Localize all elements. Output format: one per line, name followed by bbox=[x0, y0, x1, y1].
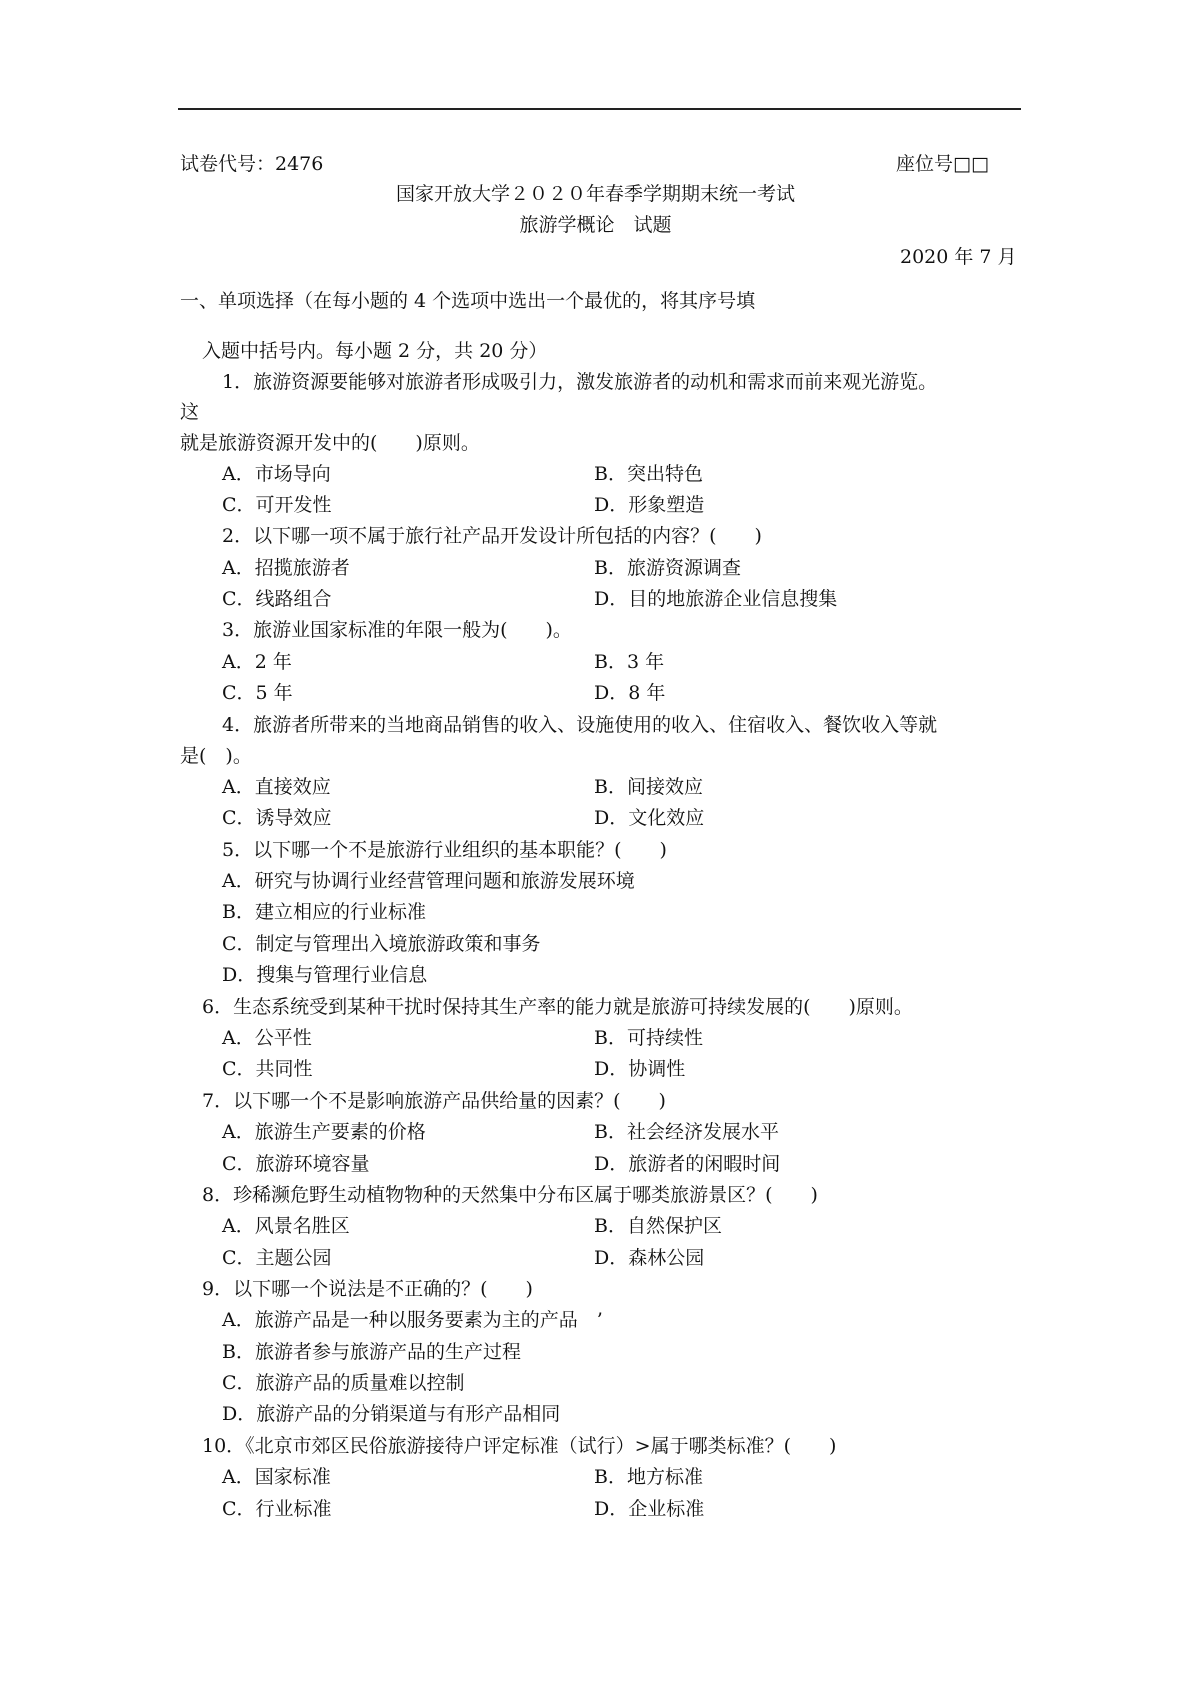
option-d: D．8 年 bbox=[594, 682, 666, 704]
option-a: A．风景名胜区 bbox=[222, 1215, 350, 1237]
option-d: D．旅游产品的分销渠道与有形产品相同 bbox=[222, 1403, 561, 1425]
option-c: C．主题公园 bbox=[222, 1247, 332, 1269]
option-b: B．社会经济发展水平 bbox=[594, 1121, 779, 1143]
section-heading: 一、单项选择（在每小题的 4 个选项中选出一个最优的，将其序号填 bbox=[180, 290, 756, 312]
option-b: B．可持续性 bbox=[594, 1027, 703, 1049]
option-b: B．旅游者参与旅游产品的生产过程 bbox=[222, 1341, 521, 1363]
option-b: B．突出特色 bbox=[594, 463, 703, 485]
question-stem: 2．以下哪一项不属于旅行社产品开发设计所包括的内容？( ) bbox=[222, 525, 762, 547]
exam-title: 国家开放大学２０２０年春季学期期末统一考试 bbox=[395, 183, 795, 205]
question-stem: 10．《北京市郊区民俗旅游接待户评定标准（试行）>属于哪类标准？( ) bbox=[202, 1435, 837, 1457]
option-a: A．招揽旅游者 bbox=[222, 557, 350, 579]
option-b: B．地方标准 bbox=[594, 1466, 703, 1488]
option-a: A．研究与协调行业经营管理问题和旅游发展环境 bbox=[222, 870, 635, 892]
option-a: A．旅游生产要素的价格 bbox=[222, 1121, 426, 1143]
option-c: C．可开发性 bbox=[222, 494, 332, 516]
top-rule bbox=[178, 108, 1021, 110]
option-d: D．目的地旅游企业信息搜集 bbox=[594, 588, 838, 610]
option-c: C．制定与管理出入境旅游政策和事务 bbox=[222, 933, 541, 955]
option-a: A．市场导向 bbox=[222, 463, 331, 485]
option-c: C．5 年 bbox=[222, 682, 293, 704]
option-d: D．协调性 bbox=[594, 1058, 686, 1080]
option-c: C．共同性 bbox=[222, 1058, 313, 1080]
option-c: C．线路组合 bbox=[222, 588, 332, 610]
exam-code: 试卷代号：2476 bbox=[180, 153, 324, 175]
question-stem: 1．旅游资源要能够对旅游者形成吸引力，激发旅游者的动机和需求而前来观光游览。 bbox=[222, 371, 938, 393]
option-b: B．自然保护区 bbox=[594, 1215, 722, 1237]
option-d: D．形象塑造 bbox=[594, 494, 705, 516]
seat-number-label: 座位号□□ bbox=[896, 153, 989, 175]
exam-subtitle: 旅游学概论 试题 bbox=[519, 214, 672, 236]
question-stem: 4．旅游者所带来的当地商品销售的收入、设施使用的收入、住宿收入、餐饮收入等就 bbox=[222, 714, 938, 736]
option-d: D．森林公园 bbox=[594, 1247, 705, 1269]
option-c: C．行业标准 bbox=[222, 1498, 332, 1520]
option-c: C．诱导效应 bbox=[222, 807, 332, 829]
option-c: C．旅游环境容量 bbox=[222, 1153, 370, 1175]
option-d: D．旅游者的闲暇时间 bbox=[594, 1153, 781, 1175]
option-d: D．文化效应 bbox=[594, 807, 705, 829]
option-a: A．旅游产品是一种以服务要素为主的产品 ’ bbox=[222, 1309, 603, 1331]
question-stem: 9．以下哪一个说法是不正确的？( ) bbox=[202, 1278, 533, 1300]
option-b: B．旅游资源调查 bbox=[594, 557, 741, 579]
question-stem: 8．珍稀濒危野生动植物物种的天然集中分布区属于哪类旅游景区？( ) bbox=[202, 1184, 818, 1206]
question-stem-cont: 是( )。 bbox=[180, 745, 252, 767]
option-a: A．国家标准 bbox=[222, 1466, 331, 1488]
option-a: A．2 年 bbox=[222, 651, 292, 673]
option-b: B．建立相应的行业标准 bbox=[222, 901, 426, 923]
option-b: B．间接效应 bbox=[594, 776, 703, 798]
question-stem-cont: 这 bbox=[180, 401, 200, 423]
option-a: A．公平性 bbox=[222, 1027, 312, 1049]
option-a: A．直接效应 bbox=[222, 776, 331, 798]
option-d: D．搜集与管理行业信息 bbox=[222, 964, 428, 986]
option-d: D．企业标准 bbox=[594, 1498, 705, 1520]
question-stem: 5．以下哪一个不是旅游行业组织的基本职能？( ) bbox=[222, 839, 667, 861]
option-c: C．旅游产品的质量难以控制 bbox=[222, 1372, 465, 1394]
section-heading-cont: 入题中括号内。每小题 2 分，共 20 分） bbox=[202, 340, 548, 362]
option-b: B．3 年 bbox=[594, 651, 665, 673]
question-stem: 7．以下哪一个不是影响旅游产品供给量的因素？( ) bbox=[202, 1090, 666, 1112]
exam-date: 2020 年 7 月 bbox=[900, 246, 1017, 268]
question-stem-cont: 就是旅游资源开发中的( )原则。 bbox=[180, 432, 480, 454]
question-stem: 6．生态系统受到某种干扰时保持其生产率的能力就是旅游可持续发展的( )原则。 bbox=[202, 996, 913, 1018]
question-stem: 3．旅游业国家标准的年限一般为( )。 bbox=[222, 619, 572, 641]
